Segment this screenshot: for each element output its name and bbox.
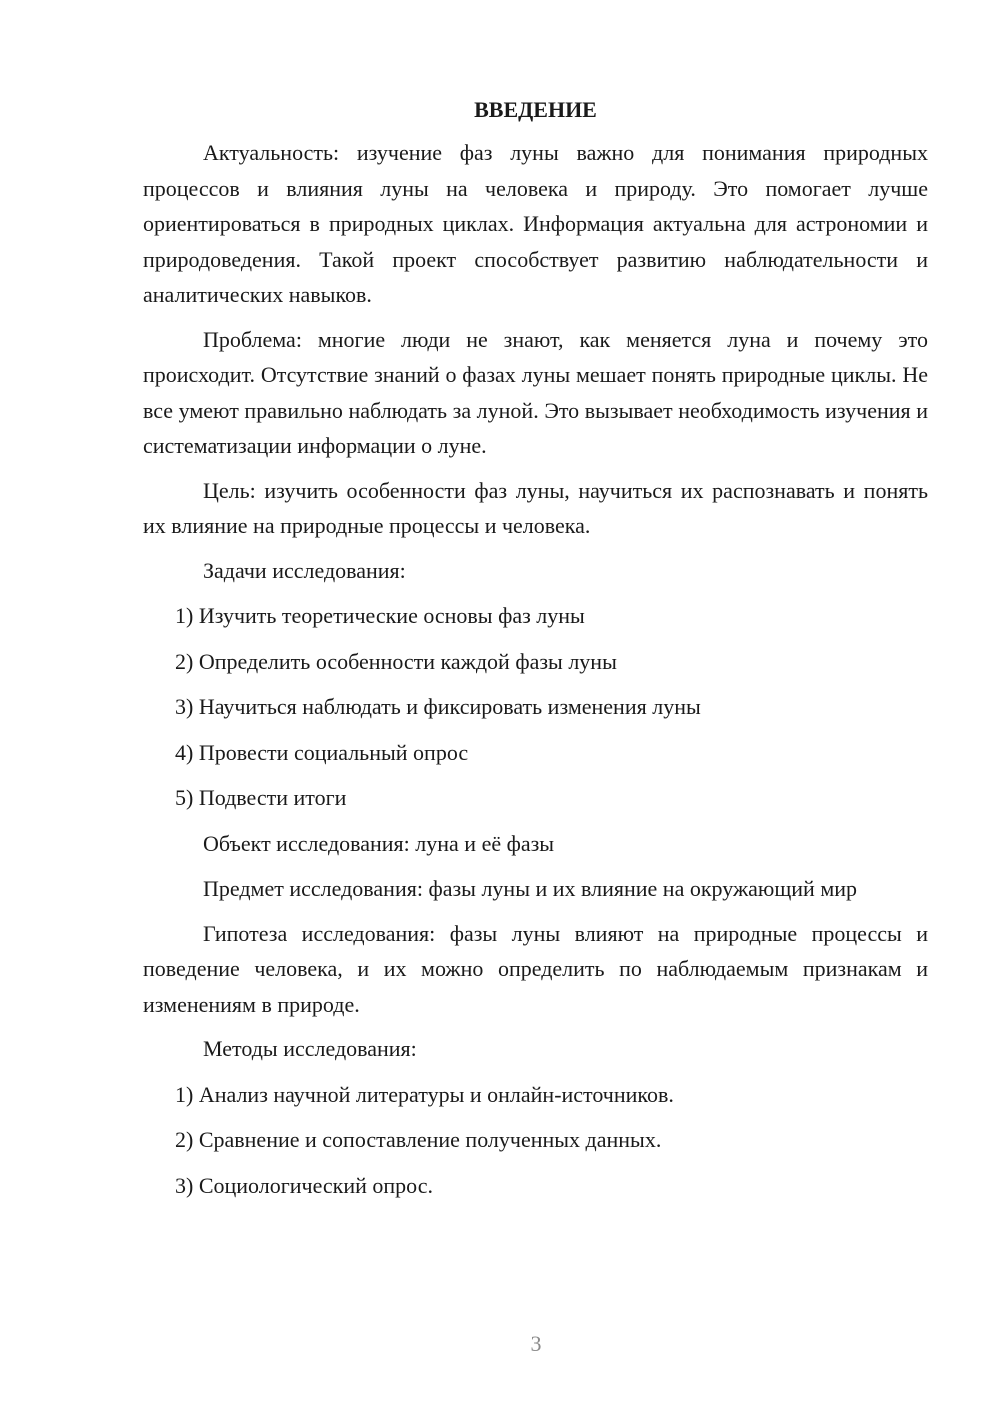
methods-list: [143, 1077, 928, 1204]
actuality-paragraph: Актуальность: изучение фаз луны важно для понимания природных процессов и влияния луны на человека и природу. Это помогает лучше ориентироваться в природных циклах. Информация актуальна для астрономии и природоведения. Такой проект способствует развитию наблюдательности и аналитических навыков.: [143, 140, 928, 307]
task-item: 1) Изучить теоретические основы фаз луны: [175, 603, 585, 628]
method-item: 3) Социологический опрос.: [175, 1172, 433, 1198]
tasks-title: Задачи исследования:: [203, 557, 406, 583]
hypothesis-paragraph: Гипотеза исследования: фазы луны влияют на природные процессы и поведение человека, и их можно определить по наблюдаемым признакам и изменениям в природе.: [143, 920, 928, 1017]
section-heading: ВВЕДЕНИЕ: [474, 97, 597, 122]
problem-paragraph: Проблема: многие люди не знают, как меняется луна и почему это происходит. Отсутствие знаний о фазах луны мешает понять природные циклы. Не все умеют правильно наблюдать за луной. Это вызывает необходимость изучения и систематизации информации о луне.: [143, 326, 928, 458]
method-item: 1) Анализ научной литературы и онлайн-источников.: [175, 1081, 674, 1107]
subject-paragraph: Предмет исследования: фазы луны и их влияние на окружающий мир: [203, 876, 858, 901]
page-number: 3: [530, 1331, 542, 1356]
task-item: 3) Научиться наблюдать и фиксировать изменения луны: [175, 694, 701, 719]
method-item: 2) Сравнение и сопоставление полученных данных.: [175, 1127, 662, 1152]
methods-title: Методы исследования:: [203, 1036, 417, 1061]
task-item: 4) Провести социальный опрос: [175, 739, 469, 765]
document-page: [143, 92, 928, 1213]
object-paragraph: Объект исследования: луна и её фазы: [203, 830, 555, 856]
task-item: 2) Определить особенности каждой фазы луны: [175, 648, 617, 674]
task-item: 5) Подвести итоги: [175, 785, 347, 810]
tasks-list: [143, 598, 928, 816]
goal-paragraph: Цель: изучить особенности фаз луны, научиться их распознавать и понять их влияние на природные процессы и человека.: [143, 477, 928, 538]
